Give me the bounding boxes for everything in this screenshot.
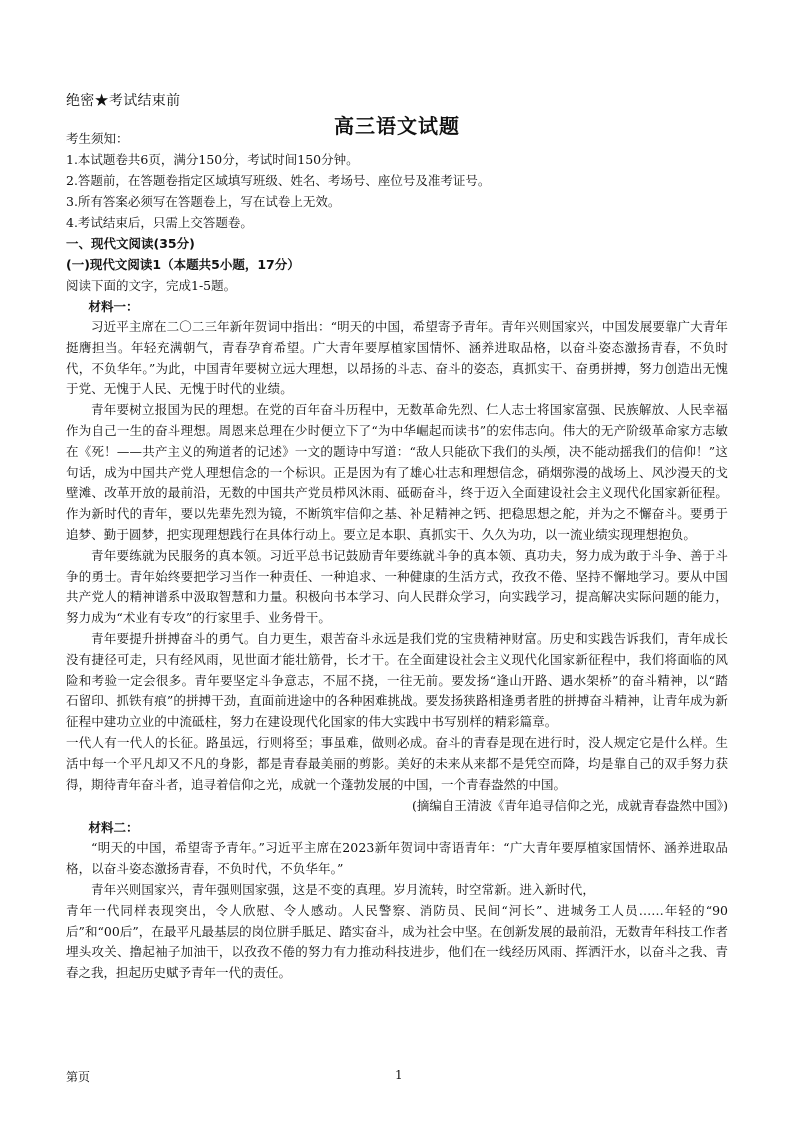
confidential-mark: 绝密★考试结束前 — [66, 93, 181, 109]
notice-item: 3.所有答案必须写在答题卷上，写在试卷上无效。 — [66, 194, 341, 209]
footer-page-number: 1 — [395, 1068, 403, 1082]
notice-item: 1.本试题卷共6页，满分150分，考试时间150分钟。 — [66, 152, 359, 167]
exam-title: 高三语文试题 — [334, 114, 460, 138]
material-1-paragraph: 青年要提升拼搏奋斗的勇气。自力更生，艰苦奋斗永远是我们党的宝贵精神财富。历史和实践告诉我们，青年成长没有捷径可走，只有经风雨，见世面才能壮筋骨，长才干。在全面建设社会主义现代化国家新征程中，我们将面临的风险和考验一定会很多。青年要坚定斗争意志，不屈不挠，一往无前。要发扬“逢山开路、遇水架桥”的奋斗精神，以“踏石留印、抓铁有痕”的拼搏干劲，直面前进途中的各种困难挑战。要发扬狭路相逢勇者胜的拼搏奋斗精神，让青年成为新征程中建功立业的中流砥柱，努力在建设现代化国家的伟大实践中书写别样的精彩篇章。 — [66, 630, 728, 730]
material-2-paragraph: 青年兴则国家兴，青年强则国家强，这是不变的真理。岁月流转，时空常新。进入新时代， — [91, 881, 596, 897]
material-1-paragraph: 习近平主席在二〇二三年新年贺词中指出：“明天的中国，希望寄予青年。青年兴则国家兴，中国发展要靠广大青年挺膺担当。年轻充满朝气，青春孕育希望。广大青年要厚植家国情怀、涵养进取品格，以奋斗姿态激扬青春，不负时代，不负华年。”为此，中国青年要树立远大理想，以昂扬的斗志、奋斗的姿态，真抓实干、奋勇拼搏，努力创造出无愧于党、无愧于人民、无愧于时代的业绩。 — [66, 319, 728, 397]
material-1-paragraph: 一代人有一代人的长征。路虽远，行则将至；事虽难，做则必成。奋斗的青春是现在进行时，没人规定它是什么样。生活中每一个平凡却又不凡的身影，都是青春最美丽的剪影。美好的未来从来都不是凭空而降，均是靠自己的双手努力获得，期待青年奋斗者，追寻着信仰之光，成就一个蓬勃发展的中国，一个青春盎然的中国。 — [66, 734, 728, 792]
material-1-paragraph: 青年要练就为民服务的真本领。习近平总书记鼓励青年要练就斗争的真本领、真功夫，努力成为敢于斗争、善于斗争的勇士。青年始终要把学习当作一种责任、一种追求、一种健康的生活方式，孜孜不倦、坚持不懈地学习。要从中国共产党人的精神谱系中汲取智慧和力量。积极向书本学习、向人民群众学习，向实践学习，提高解决实际问题的能力，努力成为“术业有专攻”的行家里手、业务骨干。 — [66, 547, 728, 626]
notice-item: 2.答题前，在答题卷指定区域填写班级、姓名、考场号、座位号及准考证号。 — [66, 173, 491, 188]
exam-body — [66, 128, 728, 984]
material-2-label: 材料二： — [88, 820, 139, 836]
material-1-label: 材料一： — [88, 299, 139, 314]
material-2-paragraph: “明天的中国，希望寄予青年。”习近平主席在2023新年贺词中寄语青年：“广大青年要厚植家国情怀、涵养进取品格，以奋斗姿态激扬青春，不负时代，不负华年。” — [66, 840, 728, 877]
section-heading: 一、现代文阅读(35分) — [66, 236, 195, 251]
material-2-paragraph: 青年一代同样表现突出，令人欣慰、令人感动。人民警察、消防员、民间“河长”、进城务工人员……年轻的“90后”和“00后”，在最平凡最基层的岗位胼手胝足、踏实奋斗，成为社会中坚。在创新发展的最前沿，无数青年科技工作者埋头攻关、撸起袖子加油干，以孜孜不倦的努力有力推动科技进步，他们在一线经历风雨、挥洒汗水，以奋斗之我、青春之我，担起历史赋予青年一代的责任。 — [66, 902, 728, 981]
material-1-paragraph: 青年要树立报国为民的理想。在党的百年奋斗历程中，无数革命先烈、仁人志士将国家富强、民族解放、人民幸福作为自己一生的奋斗理想。周恩来总理在少时便立下了“为中华崛起而读书”的宏伟志向。伟大的无产阶级革命家方志敏在《死！——共产主义的殉道者的记述》一文的题诗中写道：“敌人只能砍下我们的头颅，决不能动摇我们的信仰！”这句话，成为中国共产党人理想信念的一个标识。正是因为有了雄心壮志和理想信念，硝烟弥漫的战场上、风沙漫天的戈壁滩、改革开放的最前沿，无数的中国共产党员栉风沐雨、砥砺奋斗，终于迈入全面建设社会主义现代化国家新征程。作为新时代的青年，要以先辈先烈为镜，不断筑牢信仰之基、补足精神之钙、把稳思想之舵，并为之不懈奋斗。要勇于追梦、勤于圆梦，把实现理想践行在具体行动上。要立足本职、真抓实干、久久为功，以一流业绩实现理想抱负。 — [66, 402, 728, 542]
notice-item: 4.考试结束后，只需上交答题卷。 — [66, 215, 253, 230]
section-instruction: 阅读下面的文字，完成1-5题。 — [66, 278, 237, 293]
material-1-source: (摘编自王清波《青年追寻信仰之光，成就青春盎然中国》) — [411, 798, 728, 814]
notice-heading: 考生须知： — [66, 131, 129, 146]
footer-page-label: 第页 — [66, 1070, 91, 1084]
section-subheading: (一)现代文阅读1（本题共5小题，17分） — [66, 257, 300, 272]
